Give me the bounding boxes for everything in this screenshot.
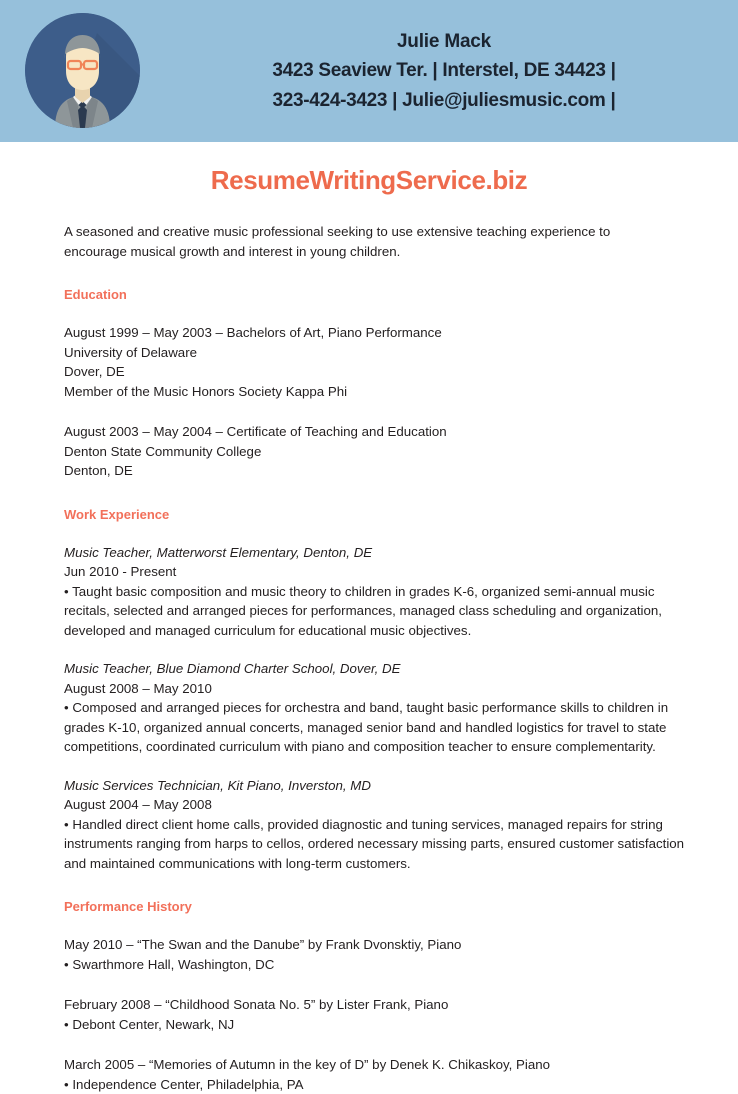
section-heading-education: Education: [64, 287, 695, 302]
work-dates: August 2004 – May 2008: [64, 795, 695, 815]
performance-venue: • Debont Center, Newark, NJ: [64, 1015, 695, 1035]
work-dates: August 2008 – May 2010: [64, 679, 695, 699]
candidate-contact: 323-424-3423 | Julie@juliesmusic.com |: [272, 86, 615, 116]
work-bullet: • Taught basic composition and music theory to children in grades K-6, organized semi-annual music recitals, selected and arranged pieces for performances, managed class scheduling and organization, developed and managed curriculum for educational music objectives.: [64, 582, 695, 641]
work-entry: [64, 659, 695, 757]
candidate-name: Julie Mack: [397, 28, 491, 56]
performance-entry: [64, 935, 695, 974]
education-location: Dover, DE: [64, 362, 695, 382]
education-entry: [64, 323, 695, 401]
brand-watermark: ResumeWritingService.biz: [0, 165, 738, 196]
work-role: Music Services Technician, Kit Piano, Inverston, MD: [64, 776, 695, 796]
education-entry: [64, 422, 695, 481]
header-banner: [0, 0, 738, 142]
resume-content: [0, 222, 738, 1094]
summary-paragraph: A seasoned and creative music professional seeking to use extensive teaching experience to encourage musical growth and interest in young children.: [64, 222, 664, 261]
performance-title: March 2005 – “Memories of Autumn in the key of D” by Denek K. Chikaskoy, Piano: [64, 1055, 695, 1075]
section-heading-work-experience: Work Experience: [64, 507, 695, 522]
performance-entry: [64, 1055, 695, 1094]
work-entry: [64, 543, 695, 641]
header-contact-block: [150, 0, 738, 142]
education-extra: Member of the Music Honors Society Kappa Phi: [64, 382, 695, 402]
education-institution: University of Delaware: [64, 343, 695, 363]
work-bullet: • Handled direct client home calls, provided diagnostic and tuning services, managed repairs for string instruments ranging from harps to cellos, ordered necessary missing parts, ensured customer satisfaction and maintained communications with long-term customers.: [64, 815, 695, 874]
work-role: Music Teacher, Blue Diamond Charter School, Dover, DE: [64, 659, 695, 679]
section-heading-performance-history: Performance History: [64, 899, 695, 914]
candidate-address: 3423 Seaview Ter. | Interstel, DE 34423 |: [272, 56, 615, 86]
avatar-person-icon: [25, 13, 140, 128]
work-bullet: • Composed and arranged pieces for orchestra and band, taught basic performance skills to children in grades K-10, organized annual concerts, managed senior band and handled logistics for travel to state competitions, coordinated curriculum with piano and composition teacher to ensure complementarity.: [64, 698, 695, 757]
work-entry: [64, 776, 695, 874]
work-role: Music Teacher, Matterworst Elementary, Denton, DE: [64, 543, 695, 563]
avatar: [25, 13, 140, 128]
performance-venue: • Independence Center, Philadelphia, PA: [64, 1075, 695, 1094]
education-dates-degree: August 1999 – May 2003 – Bachelors of Art, Piano Performance: [64, 323, 695, 343]
education-institution: Denton State Community College: [64, 442, 695, 462]
performance-title: February 2008 – “Childhood Sonata No. 5” by Lister Frank, Piano: [64, 995, 695, 1015]
performance-entry: [64, 995, 695, 1034]
work-dates: Jun 2010 - Present: [64, 562, 695, 582]
performance-venue: • Swarthmore Hall, Washington, DC: [64, 955, 695, 975]
performance-title: May 2010 – “The Swan and the Danube” by Frank Dvonsktiy, Piano: [64, 935, 695, 955]
education-dates-degree: August 2003 – May 2004 – Certificate of Teaching and Education: [64, 422, 695, 442]
education-location: Denton, DE: [64, 461, 695, 481]
